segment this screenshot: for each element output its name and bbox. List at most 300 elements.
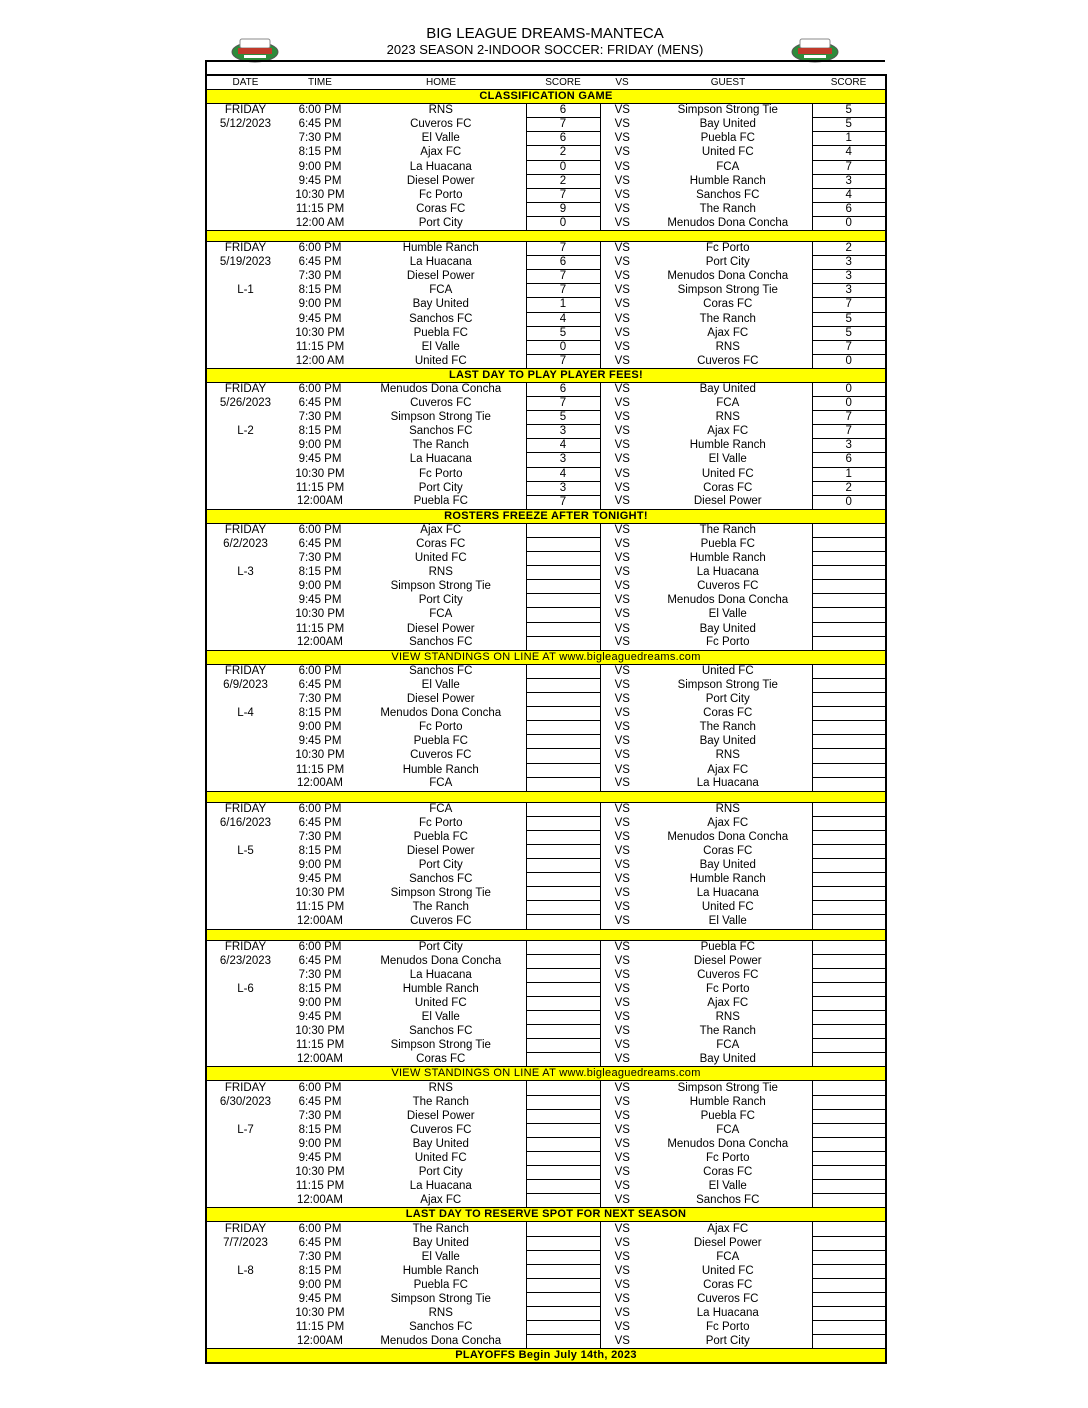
time-cell: 9:00 PM (298, 160, 342, 173)
vs-cell: VS (614, 844, 630, 857)
guest-score-cell (812, 664, 886, 678)
vs-cell: VS (614, 1166, 630, 1179)
week-label: L-3 (237, 566, 254, 579)
home-team-cell: Puebla FC (413, 830, 468, 843)
time-cell: 8:15 PM (298, 566, 342, 579)
home-score-cell: 0 (526, 216, 600, 230)
game-row (206, 1011, 886, 1025)
time-cell: 12:00AM (296, 1053, 344, 1066)
guest-score-cell (812, 1321, 886, 1335)
home-score-cell: 7 (526, 354, 600, 368)
date-cell (206, 1278, 284, 1292)
column-header-guest-score: SCORE (812, 75, 886, 90)
guest-score-cell (812, 721, 886, 735)
guest-team-cell: Humble Ranch (689, 174, 766, 187)
date-cell (206, 354, 284, 368)
time-cell: 9:00 PM (298, 721, 342, 734)
guest-team-cell: FCA (716, 1123, 740, 1136)
home-team-cell: Port City (418, 216, 463, 229)
game-row (206, 1053, 886, 1067)
vs-cell: VS (614, 802, 630, 815)
vs-cell: VS (614, 580, 630, 593)
guest-team-cell: Ajax FC (707, 816, 749, 829)
home-team-cell: Cuveros FC (410, 1123, 472, 1136)
guest-score-cell: 3 (812, 270, 886, 284)
game-row (206, 968, 886, 982)
game-row (206, 1109, 886, 1123)
time-cell: 7:30 PM (298, 1250, 342, 1263)
day-label: FRIDAY (224, 665, 267, 678)
game-row (206, 678, 886, 692)
guest-team-cell: Coras FC (703, 298, 753, 311)
date-cell (206, 481, 284, 495)
vs-cell: VS (614, 1053, 630, 1066)
home-team-cell: El Valle (421, 678, 460, 691)
game-row (206, 1151, 886, 1165)
guest-team-cell: El Valle (708, 453, 747, 466)
home-team-cell: Humble Ranch (402, 982, 479, 995)
day-label: FRIDAY (224, 104, 267, 117)
date-label: 5/12/2023 (219, 118, 272, 131)
date-cell (206, 411, 284, 425)
home-score-cell (526, 622, 600, 636)
day-label: FRIDAY (224, 524, 267, 537)
vs-cell: VS (614, 354, 630, 367)
game-row (206, 1137, 886, 1151)
guest-team-cell: Fc Porto (706, 242, 750, 255)
guest-team-cell: Cuveros FC (697, 354, 759, 367)
home-score-cell (526, 1081, 600, 1095)
guest-score-cell (812, 1095, 886, 1109)
date-cell (206, 830, 284, 844)
date-cell (206, 1335, 284, 1349)
guest-team-cell: El Valle (708, 915, 747, 928)
home-score-cell (526, 552, 600, 566)
time-cell: 7:30 PM (298, 270, 342, 283)
standings-link-banner[interactable]: VIEW STANDINGS ON LINE AT www.bigleaguedreams.com (206, 650, 886, 664)
guest-score-cell: 0 (812, 382, 886, 396)
game-row (206, 1081, 886, 1095)
vs-cell: VS (614, 1264, 630, 1277)
date-cell (206, 1025, 284, 1039)
home-score-cell (526, 538, 600, 552)
time-cell: 8:15 PM (298, 844, 342, 857)
guest-team-cell: Bay United (699, 735, 756, 748)
home-team-cell: United FC (414, 354, 467, 367)
guest-score-cell: 1 (812, 132, 886, 146)
guest-team-cell: Simpson Strong Tie (677, 104, 778, 117)
week-label: L-8 (237, 1264, 254, 1277)
game-row (206, 566, 886, 580)
home-team-cell: Humble Ranch (402, 1264, 479, 1277)
home-team-cell: Puebla FC (413, 735, 468, 748)
vs-cell: VS (614, 270, 630, 283)
standings-link-banner[interactable]: VIEW STANDINGS ON LINE AT www.bigleaguedreams.com (206, 1067, 886, 1081)
time-cell: 9:00 PM (298, 1137, 342, 1150)
time-cell: 11:15 PM (295, 1039, 345, 1052)
home-score-cell (526, 566, 600, 580)
guest-team-cell: Port City (705, 256, 750, 269)
date-cell (206, 580, 284, 594)
date-cell (206, 188, 284, 202)
game-row (206, 915, 886, 929)
guest-team-cell: Coras FC (703, 707, 753, 720)
game-row (206, 1321, 886, 1335)
vs-cell: VS (614, 940, 630, 953)
date-label: 6/16/2023 (219, 816, 272, 829)
date-cell (206, 735, 284, 749)
game-row (206, 298, 886, 312)
date-cell (206, 216, 284, 230)
date-cell (206, 1166, 284, 1180)
guest-team-cell: La Huacana (696, 1306, 759, 1319)
guest-score-cell: 6 (812, 202, 886, 216)
vs-cell: VS (614, 1109, 630, 1122)
guest-team-cell: RNS (715, 802, 740, 815)
game-row (206, 397, 886, 411)
game-row (206, 580, 886, 594)
game-row (206, 312, 886, 326)
guest-score-cell: 4 (812, 146, 886, 160)
vs-cell: VS (614, 383, 630, 396)
game-row (206, 132, 886, 146)
game-row (206, 552, 886, 566)
home-team-cell: Coras FC (416, 538, 466, 550)
vs-cell: VS (614, 1222, 630, 1235)
page-title: BIG LEAGUE DREAMS-MANTECA (426, 25, 664, 42)
date-cell (206, 1039, 284, 1053)
vs-cell: VS (614, 594, 630, 607)
guest-team-cell: Simpson Strong Tie (677, 284, 778, 297)
home-team-cell: Diesel Power (406, 1109, 475, 1122)
game-row (206, 749, 886, 763)
home-team-cell: Diesel Power (406, 270, 475, 283)
guest-score-cell (812, 608, 886, 622)
time-cell: 6:00 PM (298, 665, 342, 678)
time-cell: 12:00 AM (295, 354, 345, 367)
vs-cell: VS (614, 524, 630, 537)
guest-score-cell (812, 1123, 886, 1137)
guest-score-cell: 1 (812, 467, 886, 481)
time-cell: 6:45 PM (298, 954, 342, 967)
game-row (206, 1222, 886, 1236)
vs-cell: VS (614, 735, 630, 748)
date-cell (206, 552, 284, 566)
home-team-cell: Port City (418, 594, 463, 607)
guest-team-cell: Ajax FC (707, 326, 749, 339)
guest-team-cell: Humble Ranch (689, 552, 766, 565)
home-score-cell (526, 1095, 600, 1109)
game-row (206, 844, 886, 858)
home-team-cell: Simpson Strong Tie (390, 1292, 491, 1305)
home-score-cell (526, 1025, 600, 1039)
date-cell (206, 1321, 284, 1335)
home-score-cell (526, 735, 600, 749)
home-score-cell (526, 1137, 600, 1151)
time-cell: 9:45 PM (298, 1011, 342, 1023)
day-label: FRIDAY (224, 802, 267, 815)
home-team-cell: Sanchos FC (409, 665, 473, 678)
guest-team-cell: Cuveros FC (697, 1292, 759, 1305)
home-team-cell: Port City (418, 1166, 463, 1179)
guest-team-cell: Humble Ranch (689, 439, 766, 452)
home-score-cell (526, 887, 600, 901)
guest-score-cell (812, 749, 886, 763)
guest-score-cell: 3 (812, 439, 886, 453)
vs-cell: VS (614, 160, 630, 173)
guest-team-cell: La Huacana (696, 566, 759, 579)
vs-cell: VS (614, 312, 630, 325)
guest-score-cell (812, 566, 886, 580)
home-team-cell: United FC (414, 996, 467, 1009)
home-score-cell (526, 608, 600, 622)
vs-cell: VS (614, 340, 630, 353)
vs-cell: VS (614, 763, 630, 776)
date-cell (206, 160, 284, 174)
time-cell: 9:00 PM (298, 298, 342, 311)
date-cell (206, 873, 284, 887)
vs-cell: VS (614, 915, 630, 928)
date-cell (206, 495, 284, 509)
vs-cell: VS (614, 982, 630, 995)
game-row (206, 1095, 886, 1109)
guest-team-cell: United FC (701, 146, 754, 159)
home-score-cell: 6 (526, 256, 600, 270)
date-cell (206, 146, 284, 160)
week-label: L-6 (237, 982, 254, 995)
home-score-cell (526, 693, 600, 707)
guest-score-cell: 5 (812, 312, 886, 326)
time-cell: 8:15 PM (298, 982, 342, 995)
guest-score-cell (812, 1053, 886, 1067)
guest-score-cell (812, 1081, 886, 1095)
vs-cell: VS (614, 256, 630, 269)
home-team-cell: Bay United (412, 1236, 469, 1249)
banner-row (206, 929, 886, 940)
notice-banner (206, 791, 886, 802)
game-row (206, 802, 886, 816)
notice-banner: LAST DAY TO RESERVE SPOT FOR NEXT SEASON (206, 1208, 886, 1222)
home-score-cell (526, 802, 600, 816)
home-team-cell: Diesel Power (406, 174, 475, 187)
home-team-cell: El Valle (421, 340, 460, 353)
home-team-cell: The Ranch (412, 901, 469, 914)
home-team-cell: United FC (414, 1151, 467, 1164)
vs-cell: VS (614, 721, 630, 734)
home-team-cell: La Huacana (409, 256, 472, 269)
vs-cell: VS (614, 996, 630, 1009)
date-cell (206, 439, 284, 453)
vs-cell: VS (614, 1039, 630, 1052)
time-cell: 12:00AM (296, 495, 344, 508)
home-score-cell (526, 1180, 600, 1194)
guest-team-cell: The Ranch (699, 721, 756, 734)
game-row (206, 954, 886, 968)
home-team-cell: Menudos Dona Concha (380, 954, 502, 967)
game-row (206, 1123, 886, 1137)
home-score-cell: 6 (526, 132, 600, 146)
guest-score-cell: 7 (812, 425, 886, 439)
time-cell: 6:00 PM (298, 1081, 342, 1094)
date-label: 6/23/2023 (219, 954, 272, 967)
home-score-cell (526, 1194, 600, 1208)
guest-team-cell: Puebla FC (700, 132, 755, 145)
time-cell: 12:00AM (296, 777, 344, 790)
date-label: 5/19/2023 (219, 256, 272, 269)
guest-team-cell: The Ranch (699, 202, 756, 215)
home-team-cell: Sanchos FC (409, 873, 473, 886)
vs-cell: VS (614, 104, 630, 117)
home-score-cell: 4 (526, 312, 600, 326)
game-row (206, 453, 886, 467)
home-score-cell: 0 (526, 160, 600, 174)
guest-score-cell: 5 (812, 104, 886, 118)
time-cell: 6:00 PM (298, 524, 342, 537)
vs-cell: VS (614, 202, 630, 215)
game-row (206, 382, 886, 396)
home-team-cell: Fc Porto (419, 816, 463, 829)
guest-score-cell (812, 552, 886, 566)
guest-team-cell: Coras FC (703, 1278, 753, 1291)
time-cell: 7:30 PM (298, 552, 342, 565)
time-cell: 9:45 PM (298, 453, 342, 466)
time-cell: 10:30 PM (295, 1025, 345, 1038)
guest-score-cell: 0 (812, 216, 886, 230)
column-header-time: TIME (284, 75, 356, 90)
guest-team-cell: Coras FC (703, 1166, 753, 1179)
guest-team-cell: Menudos Dona Concha (667, 270, 789, 283)
time-cell: 11:15 PM (295, 901, 345, 914)
home-score-cell: 7 (526, 284, 600, 298)
guest-team-cell: Bay United (699, 118, 756, 131)
home-team-cell: Cuveros FC (410, 749, 472, 762)
game-row (206, 940, 886, 954)
time-cell: 10:30 PM (295, 1306, 345, 1319)
guest-team-cell: The Ranch (699, 524, 756, 537)
guest-score-cell (812, 538, 886, 552)
week-label: L-7 (237, 1123, 254, 1136)
guest-team-cell: Port City (705, 1334, 750, 1347)
date-cell (206, 594, 284, 608)
guest-score-cell (812, 915, 886, 929)
guest-score-cell (812, 693, 886, 707)
home-score-cell (526, 859, 600, 873)
vs-cell: VS (614, 1151, 630, 1164)
guest-team-cell: FCA (716, 1039, 740, 1052)
guest-team-cell: La Huacana (696, 887, 759, 900)
vs-cell: VS (614, 284, 630, 297)
guest-team-cell: Ajax FC (707, 425, 749, 438)
home-team-cell: Simpson Strong Tie (390, 580, 491, 593)
guest-team-cell: Coras FC (703, 481, 753, 494)
day-label: FRIDAY (224, 1081, 267, 1094)
date-cell (206, 721, 284, 735)
time-cell: 7:30 PM (298, 411, 342, 424)
vs-cell: VS (614, 830, 630, 843)
game-row (206, 467, 886, 481)
guest-score-cell (812, 1278, 886, 1292)
vs-cell: VS (614, 118, 630, 131)
game-row (206, 174, 886, 188)
home-team-cell: RNS (428, 566, 453, 579)
home-score-cell: 3 (526, 481, 600, 495)
game-row (206, 354, 886, 368)
guest-score-cell (812, 1011, 886, 1025)
vs-cell: VS (614, 622, 630, 635)
home-team-cell: Menudos Dona Concha (380, 707, 502, 720)
home-team-cell: FCA (429, 284, 453, 297)
time-cell: 12:00AM (296, 1193, 344, 1206)
game-row (206, 721, 886, 735)
home-team-cell: Ajax FC (420, 1193, 462, 1206)
vs-cell: VS (614, 1321, 630, 1334)
guest-score-cell (812, 1306, 886, 1320)
guest-team-cell: Diesel Power (693, 954, 762, 967)
game-row (206, 1335, 886, 1349)
game-row (206, 707, 886, 721)
home-score-cell: 9 (526, 202, 600, 216)
guest-team-cell: Puebla FC (700, 1109, 755, 1122)
vs-cell: VS (614, 1306, 630, 1319)
game-row (206, 887, 886, 901)
guest-team-cell: Menudos Dona Concha (667, 216, 789, 229)
home-score-cell (526, 1335, 600, 1349)
time-cell: 7:30 PM (298, 830, 342, 843)
guest-score-cell (812, 763, 886, 777)
time-cell: 9:45 PM (298, 174, 342, 187)
guest-score-cell: 7 (812, 340, 886, 354)
date-cell (206, 763, 284, 777)
guest-team-cell: Sanchos FC (696, 1193, 760, 1206)
guest-team-cell: Bay United (699, 1053, 756, 1066)
home-team-cell: El Valle (421, 1011, 460, 1023)
home-team-cell: Bay United (412, 1137, 469, 1150)
guest-team-cell: Simpson Strong Tie (677, 678, 778, 691)
game-row (206, 763, 886, 777)
home-team-cell: El Valle (421, 1250, 460, 1263)
guest-score-cell: 0 (812, 495, 886, 509)
schedule-header (205, 22, 885, 70)
vs-cell: VS (614, 608, 630, 621)
date-cell (206, 915, 284, 929)
guest-score-cell (812, 1137, 886, 1151)
time-cell: 8:15 PM (298, 146, 342, 159)
home-team-cell: Fc Porto (419, 721, 463, 734)
home-score-cell (526, 940, 600, 954)
time-cell: 6:45 PM (298, 1095, 342, 1108)
guest-team-cell: Bay United (699, 622, 756, 635)
date-cell (206, 1250, 284, 1264)
time-cell: 11:15 PM (295, 763, 345, 776)
week-label: L-2 (237, 425, 254, 438)
guest-team-cell: Diesel Power (693, 495, 762, 508)
time-cell: 7:30 PM (298, 1109, 342, 1122)
guest-team-cell: Diesel Power (693, 1236, 762, 1249)
guest-score-cell (812, 844, 886, 858)
guest-team-cell: Port City (705, 693, 750, 706)
date-cell (206, 777, 284, 791)
time-cell: 6:45 PM (298, 816, 342, 829)
week-label: L-1 (237, 284, 254, 297)
banner-row (206, 509, 886, 523)
date-cell (206, 202, 284, 216)
vs-cell: VS (614, 777, 630, 790)
banner-row (206, 231, 886, 242)
vs-cell: VS (614, 146, 630, 159)
date-cell (206, 859, 284, 873)
guest-score-cell (812, 887, 886, 901)
game-row (206, 523, 886, 537)
